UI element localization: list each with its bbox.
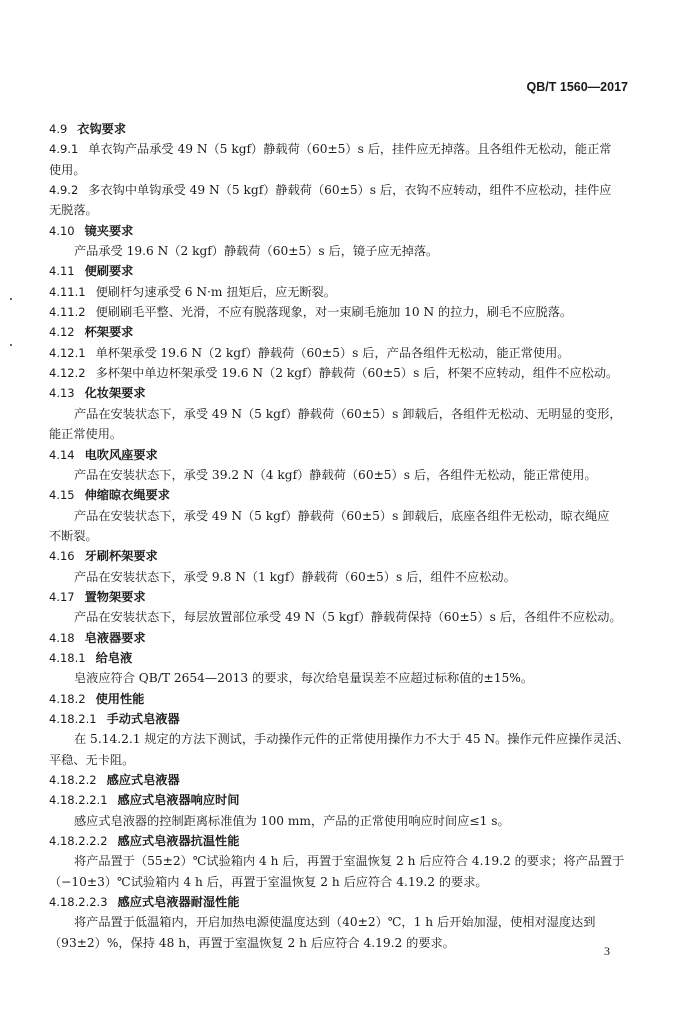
clause-text: 使用性能 (95, 691, 145, 706)
clause-text: 便刷要求 (84, 264, 134, 279)
section-heading (49, 790, 631, 810)
clause-number: 4.12.1 (49, 345, 86, 360)
section-heading (49, 322, 631, 342)
clause-text: 化妆架要求 (84, 386, 146, 401)
standard-code: QB/T 1560—2017 (526, 80, 628, 94)
clause-number: 4.18.2.1 (49, 711, 97, 726)
section-heading (49, 587, 631, 607)
text-line (49, 933, 631, 953)
clause-text: 牙刷杯架要求 (84, 549, 158, 564)
clause-text: 产品在安装状态下，承受 49 N（5 kgf）静载荷（60±5）s 卸载后，各组件无松动、无明显的变形， (74, 406, 622, 421)
clause-text: 多杯架中单边杯架承受 19.6 N（2 kgf）静载荷（60±5）s 后，杯架不应转动，组件不应松动。 (95, 366, 619, 381)
clause-text: 感应式皂液器的控制距离标准值为 100 mm，产品的正常使用响应时间应≤1 s。 (74, 813, 510, 828)
section-heading (49, 221, 631, 241)
clause-text: 产品在安装状态下，承受 49 N（5 kgf）静载荷（60±5）s 卸载后，底座各组件无松动，晾衣绳应 (74, 508, 610, 523)
clause-text: 多衣钩中单钩承受 49 N（5 kgf）静载荷（60±5）s 后，衣钩不应转动，组件不应松动，挂件应 (88, 183, 612, 198)
clause-text: 感应式皂液器 (106, 773, 180, 787)
clause-line (49, 302, 631, 322)
clause-number: 4.18.1 (49, 650, 86, 665)
text-line (49, 200, 631, 220)
clause-text: 手动式皂液器 (106, 711, 180, 726)
text-line (49, 668, 631, 688)
clause-number: 4.11.2 (49, 305, 86, 320)
clause-text: （93±2）%，保持 48 h，再置于室温恢复 2 h 后应符合 4.19.2 的要求。 (49, 935, 455, 950)
clause-text: 使用。 (49, 162, 86, 177)
text-line (49, 465, 631, 485)
section-heading (49, 485, 631, 505)
text-line (49, 567, 631, 587)
text-line (49, 424, 631, 444)
clause-text: 衣钩要求 (77, 122, 127, 136)
clause-number: 4.16 (49, 549, 75, 564)
clause-text: 伸缩晾衣绳要求 (84, 488, 170, 503)
clause-text: 能正常使用。 (49, 427, 123, 442)
text-line (49, 851, 631, 871)
clause-line (49, 180, 631, 200)
text-line (49, 750, 631, 770)
text-line (49, 160, 631, 180)
margin-mark (10, 344, 12, 346)
clause-text: 感应式皂液器耐湿性能 (117, 895, 240, 910)
clause-number: 4.9.2 (49, 183, 79, 198)
section-heading (49, 709, 631, 729)
section-heading (49, 628, 631, 648)
clause-text: 单杯架承受 19.6 N（2 kgf）静载荷（60±5）s 后，产品各组件无松动，能正常使用。 (95, 345, 570, 360)
clause-number: 4.18 (49, 630, 75, 645)
section-heading (49, 689, 631, 709)
text-line (49, 607, 631, 627)
clause-text: 皂液器要求 (84, 630, 146, 645)
clause-number: 4.11.1 (49, 284, 86, 299)
clause-text: 产品在安装状态下，每层放置部位承受 49 N（5 kgf）静载荷保持（60±5）s 后，各组件不应松动。 (74, 610, 622, 625)
clause-number: 4.13 (49, 386, 75, 401)
margin-mark (10, 298, 12, 300)
text-line (49, 404, 631, 424)
text-line (49, 506, 631, 526)
clause-text: 在 5.14.2.1 规定的方法下测试，手动操作元件的正常使用操作力不大于 45 N。操作元件应操作灵活、 (74, 732, 630, 747)
text-line (49, 872, 631, 892)
section-heading (49, 445, 631, 465)
document-body (49, 119, 631, 953)
clause-number: 4.18.2.2.2 (49, 834, 108, 849)
clause-line (49, 282, 631, 302)
text-line (49, 241, 631, 261)
clause-number: 4.17 (49, 589, 75, 604)
clause-text: 感应式皂液器抗温性能 (117, 834, 240, 849)
clause-number: 4.14 (49, 447, 75, 462)
clause-text: 将产品置于低温箱内，开启加热电源使温度达到（40±2）℃，1 h 后开始加湿，使相对湿度达到 (74, 915, 596, 930)
clause-text: 皂液应符合 QB/T 2654—2013 的要求，每次给皂量误差不应超过标称值的±15%。 (74, 671, 534, 686)
section-heading (49, 383, 631, 403)
text-line (49, 811, 631, 831)
clause-number: 4.18.2 (49, 691, 86, 706)
clause-number: 4.10 (49, 223, 75, 238)
clause-text: 无脱落。 (49, 203, 98, 218)
clause-text: 平稳、无卡阻。 (49, 752, 135, 767)
clause-number: 4.18.2.2.1 (49, 793, 108, 808)
clause-line (49, 343, 631, 363)
clause-text: （−10±3）℃试验箱内 4 h 后，再置于室温恢复 2 h 后应符合 4.19.2 的要求。 (49, 874, 488, 889)
text-line (49, 729, 631, 749)
clause-text: 便刷杆匀速承受 6 N·m 扭矩后，应无断裂。 (95, 284, 337, 299)
clause-number: 4.15 (49, 488, 75, 503)
clause-number: 4.9 (49, 122, 68, 136)
section-heading (49, 119, 631, 139)
clause-text: 镜夹要求 (84, 223, 134, 238)
section-heading (49, 770, 631, 790)
clause-text: 单衣钩产品承受 49 N（5 kgf）静载荷（60±5）s 后，挂件应无掉落。且各组件无松动，能正常 (88, 142, 612, 157)
clause-text: 产品承受 19.6 N（2 kgf）静载荷（60±5）s 后，镜子应无掉落。 (74, 244, 439, 259)
section-heading (49, 831, 631, 851)
clause-text: 电吹风座要求 (84, 447, 158, 462)
clause-text: 杯架要求 (84, 325, 134, 340)
clause-number: 4.12.2 (49, 366, 86, 381)
clause-line (49, 139, 631, 159)
section-heading (49, 546, 631, 566)
section-heading (49, 892, 631, 912)
clause-number: 4.12 (49, 325, 75, 340)
clause-number: 4.18.2.2.3 (49, 895, 108, 910)
clause-number: 4.11 (49, 264, 75, 279)
text-line (49, 912, 631, 932)
section-heading (49, 648, 631, 668)
clause-text: 将产品置于（55±2）℃试验箱内 4 h 后，再置于室温恢复 2 h 后应符合 4.19.2 的要求；将产品置于 (74, 854, 625, 869)
clause-number: 4.18.2.2 (49, 773, 97, 787)
clause-text: 不断裂。 (49, 528, 98, 543)
clause-text: 给皂液 (95, 650, 133, 665)
clause-text: 置物架要求 (84, 589, 146, 604)
text-line (49, 526, 631, 546)
clause-text: 产品在安装状态下，承受 9.8 N（1 kgf）静载荷（60±5）s 后，组件不应松动。 (74, 569, 516, 584)
clause-text: 便刷刷毛平整、光滑，不应有脱落现象，对一束刷毛施加 10 N 的拉力，刷毛不应脱落。 (95, 305, 573, 320)
section-heading (49, 261, 631, 281)
clause-number: 4.9.1 (49, 142, 79, 157)
clause-line (49, 363, 631, 383)
page-number: 3 (604, 944, 610, 958)
clause-text: 感应式皂液器响应时间 (117, 793, 240, 808)
clause-text: 产品在安装状态下，承受 39.2 N（4 kgf）静载荷（60±5）s 后，各组件无松动，能正常使用。 (74, 467, 597, 482)
